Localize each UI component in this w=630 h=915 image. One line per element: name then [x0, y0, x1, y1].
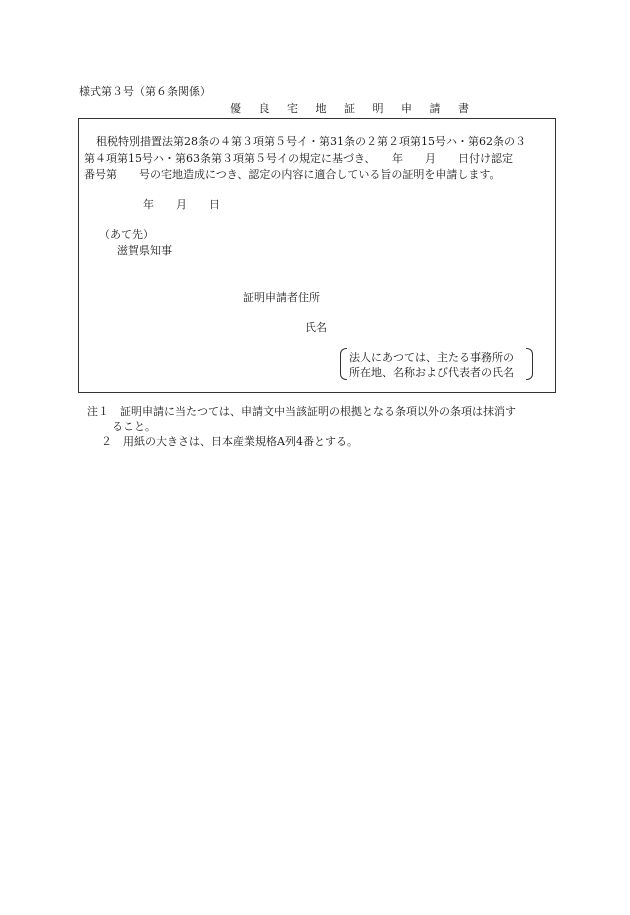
addressee-label: （あて先）: [99, 228, 154, 241]
application-form-box: [78, 118, 556, 393]
right-bracket: [526, 348, 533, 380]
application-date-line: 年 月 日: [143, 198, 220, 211]
applicant-name-label: 氏名: [305, 321, 327, 334]
document-title: 優 良 宅 地 証 明 申 請 書: [230, 102, 476, 115]
application-text-line-3: 番号第 号の宅地造成につき、認定の内容に適合している旨の証明を申請します。: [84, 168, 501, 181]
note-1-continuation: ること。: [112, 420, 156, 433]
left-bracket: [340, 348, 347, 380]
note-2: ２ 用紙の大きさは、日本産業規格A列4番とする。: [101, 435, 358, 448]
corporate-note-bracket: [340, 348, 533, 380]
form-number-label: 様式第３号（第６条関係）: [79, 85, 211, 98]
application-text-line-2: 第４項第15号ハ・第63条第３項第５号イの規定に基づき、 年 月 日付け認定: [84, 152, 514, 165]
corporate-note-line-2: 所在地、名称および代表者の氏名: [349, 366, 514, 379]
note-1: 注１ 証明申請に当たつては、申請文中当該証明の根拠となる条項以外の条項は抹消す: [87, 405, 516, 418]
corporate-note-line-1: 法人にあつては、主たる事務所の: [349, 351, 514, 364]
addressee-name: 滋賀県知事: [117, 244, 172, 257]
applicant-address-label: 証明申請者住所: [243, 291, 320, 304]
application-text-line-1: 租税特別措置法第28条の４第３項第５号イ・第31条の２第２項第15号ハ・第62条の３: [96, 135, 526, 148]
